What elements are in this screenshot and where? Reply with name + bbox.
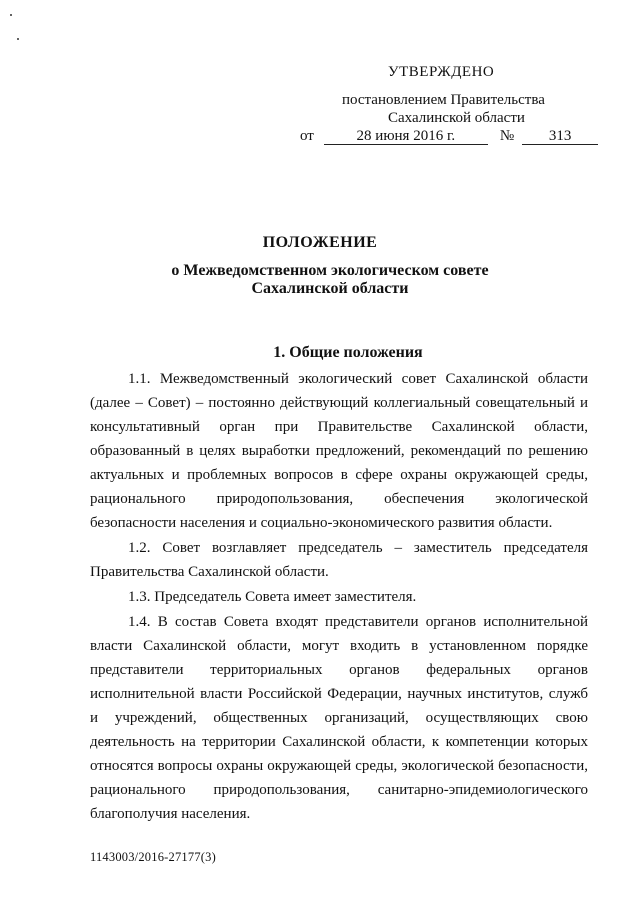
paragraph-1-4: 1.4. В состав Совета входят представители органов исполнительной власти Сахалинской области, могут входить в установленном порядке представители территориальных органов федеральных органов исполнительной власти Российской Федерации, научных институтов, служб и учреждений, общественных организаций, осуществляющих свою деятельность на территории Сахалинской области, к компетенции которых относятся вопросы охраны окружающей среды, экологической безопасности, рационального природопользования, санитарно-эпидемиологического благополучия населения. [90, 614, 588, 822]
document-code: 1143003/2016-27177(3) [90, 850, 216, 864]
approval-date-line [300, 128, 590, 145]
document-title: ПОЛОЖЕНИЕ [262, 234, 378, 251]
paragraph-1-2: 1.2. Совет возглавляет председатель – заместитель председателя Правительства Сахалинской области. [90, 540, 588, 580]
approval-date: 28 июня 2016 г. [324, 129, 488, 145]
section-body [90, 367, 588, 826]
scan-speck [10, 14, 12, 16]
approval-number: 313 [522, 129, 598, 145]
approval-line-1: постановлением Правительства [342, 92, 545, 108]
date-prefix: от [300, 128, 314, 144]
paragraph-1-1: 1.1. Межведомственный экологический совет Сахалинской области (далее – Совет) – постоянно действующий коллегиальный совещательный и консультативный орган при Правительстве Сахалинской области, образованный в целях выработки предложений, рекомендаций по решению актуальных и проблемных вопросов в сфере охраны окружающей среды, рационального природопользования, обеспечения экологической безопасности населения и социально-экономического развития области. [90, 371, 588, 531]
document-subtitle-line-1: о Межведомственном экологическом совете [171, 262, 489, 279]
scan-speck [17, 38, 19, 40]
number-label: № [499, 128, 515, 144]
approval-title: УТВЕРЖДЕНО [388, 64, 495, 80]
document-subtitle-line-2: Сахалинской области [251, 280, 409, 297]
paragraph-1-3: 1.3. Председатель Совета имеет заместителя. [128, 589, 417, 605]
section-heading: 1. Общие положения [273, 344, 423, 361]
approval-line-2: Сахалинской области [388, 110, 525, 126]
